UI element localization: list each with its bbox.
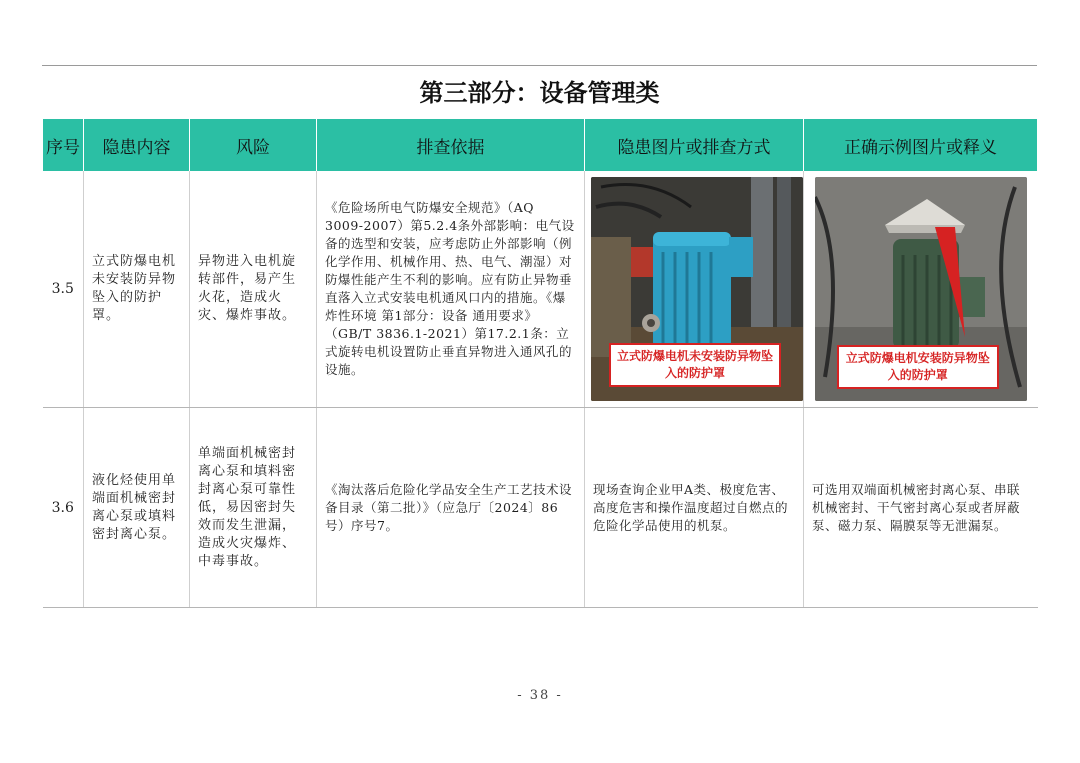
correct-photo bbox=[815, 177, 1027, 401]
row-seq: 3.6 bbox=[43, 408, 84, 608]
top-rule bbox=[42, 65, 1037, 66]
section-title: 第三部分：设备管理类 bbox=[419, 79, 660, 107]
row-hazard-content: 立式防爆电机未安装防异物坠入的防护罩。 bbox=[84, 171, 190, 408]
header-content: 隐患内容 bbox=[84, 119, 190, 171]
table-row bbox=[43, 408, 1038, 608]
hazard-photo bbox=[591, 177, 803, 401]
row-seq: 3.5 bbox=[43, 171, 84, 408]
hazard-table bbox=[42, 119, 1038, 608]
header-basis: 排查依据 bbox=[317, 119, 585, 171]
row-risk: 单端面机械密封离心泵和填料密封离心泵可靠性低，易因密封失效而发生泄漏，造成火灾爆炸、中毒事故。 bbox=[190, 408, 317, 608]
row-check-method: 现场查询企业甲A类、极度危害、高度危害和操作温度超过自燃点的危险化学品使用的机泵。 bbox=[585, 408, 804, 608]
header-correct-example: 正确示例图片或释义 bbox=[804, 119, 1038, 171]
page-number: - 38 - bbox=[517, 688, 563, 703]
correct-callout: 立式防爆电机安装防异物坠入的防护罩 bbox=[837, 345, 999, 389]
header-hazard-image: 隐患图片或排查方式 bbox=[585, 119, 804, 171]
table-row bbox=[43, 171, 1038, 408]
hazard-callout: 立式防爆电机未安装防异物坠入的防护罩 bbox=[609, 343, 781, 387]
header-seq: 序号 bbox=[43, 119, 84, 171]
row-basis: 《淘汰落后危险化学品安全生产工艺技术设备目录（第二批）》（应急厅〔2024〕86号）序号7。 bbox=[317, 408, 585, 608]
row-risk: 异物进入电机旋转部件，易产生火花，造成火灾、爆炸事故。 bbox=[190, 171, 317, 408]
row-basis: 《危险场所电气防爆安全规范》（AQ 3009-2007）第5.2.4条外部影响：电气设备的选型和安装，应考虑防止外部影响（例化学作用、机械作用、热、电气、潮湿）对防爆性能产生不利的影响。应有防止异物垂直落入立式安装电机通风口内的措施。《爆炸性环境 第1部分：设备 通用要求》（GB/T 3836.1-2021）第17.2.1条：立式旋转电机设置防止垂直异物进入通风孔的设施。 bbox=[317, 171, 585, 408]
row-hazard-content: 液化烃使用单端面机械密封离心泵或填料密封离心泵。 bbox=[84, 408, 190, 608]
row-explanation: 可选用双端面机械密封离心泵、串联机械密封、干气密封离心泵或者屏蔽泵、磁力泵、隔膜泵等无泄漏泵。 bbox=[804, 408, 1038, 608]
header-risk: 风险 bbox=[190, 119, 317, 171]
table-header-row bbox=[43, 119, 1038, 171]
row-correct-image-cell bbox=[804, 171, 1038, 408]
row-hazard-image-cell bbox=[585, 171, 804, 408]
